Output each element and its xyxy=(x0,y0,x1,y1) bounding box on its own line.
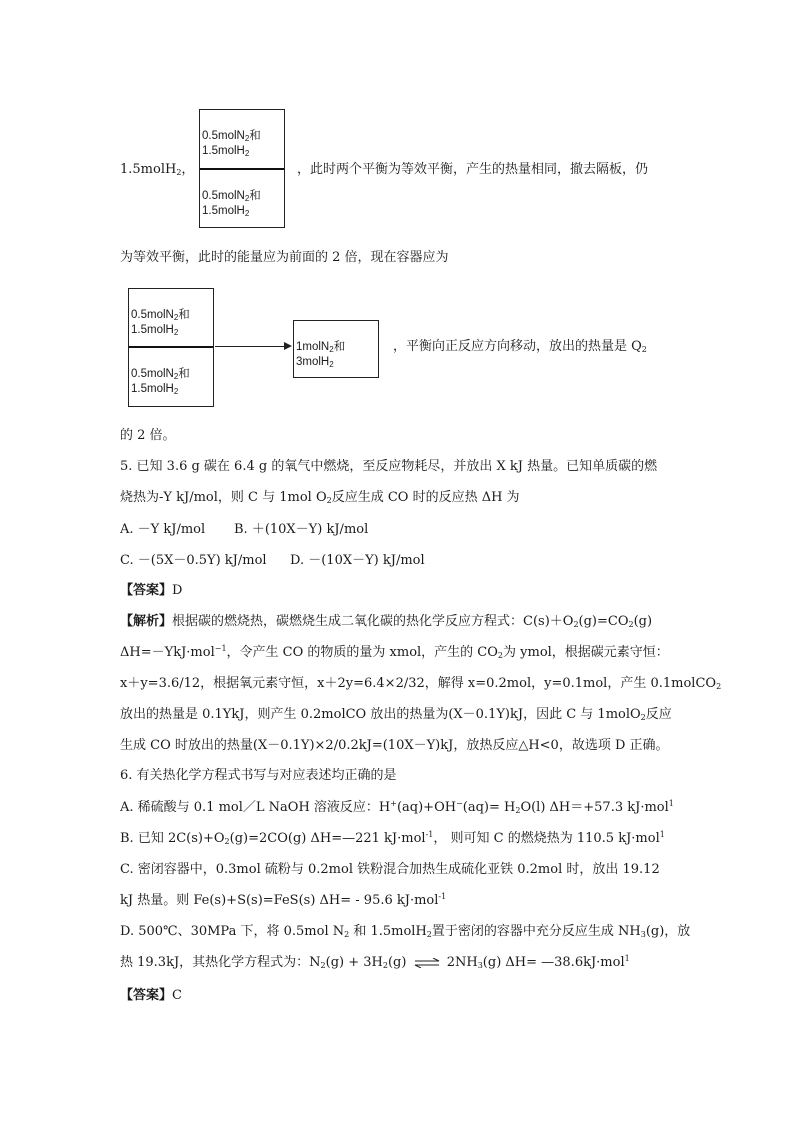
q5-option-b: B. ＋(10X－Y) kJ/mol xyxy=(234,522,369,537)
q5-stem-line2: 烧热为-Y kJ/mol，则 C 与 1mol $O_2$反应生成 CO 时的反应热 ΔH 为 xyxy=(120,490,520,505)
q6-option-c-line1: C. 密闭容器中，0.3mol 硫粉与 0.2mol 铁粉混合加热生成硫化亚铁 0.2mol 时，放出 19.12 xyxy=(120,862,660,877)
q6-option-c-line2: kJ 热量。则 Fe(s)+S(s)=FeS(s) ΔH= - 95.6 kJ·mol$^{-1}$ xyxy=(120,892,447,908)
equilibrium-arrow-icon xyxy=(414,958,440,968)
line-equivalent-equilibrium: 为等效平衡，此时的能量应为前面的 2 倍，现在容器应为 xyxy=(120,250,449,265)
merged-container xyxy=(293,320,379,378)
partitioned-container-1 xyxy=(199,109,285,228)
q5-stem-line1: 5. 已知 3.6 g 碳在 6.4 g 的氧气中燃烧，至反应物耗尽，并放出 X kJ 热量。已知单质碳的燃 xyxy=(120,459,658,474)
fragment-after-box3: ，平衡向正反应方向移动，放出的热量是 $Q_2$ xyxy=(393,339,647,354)
arrow-line xyxy=(215,346,285,347)
q6-answer: 【答案】C xyxy=(120,988,182,1003)
q5-answer: 【答案】D xyxy=(120,583,183,598)
q5-option-d: D. －(10X－Y) kJ/mol xyxy=(290,553,425,568)
q6-option-d-line2: 热 19.3kJ，其热化学方程式为：$N_2(g) + 3H_2(g)$ $2NH_3(g)$ ΔH= —38.6kJ·mol$^1$ xyxy=(120,954,630,970)
q5-option-a: A. －Y kJ/mol xyxy=(120,522,206,537)
q5-option-c: C. －(5X－0.5Y) kJ/mol xyxy=(120,553,267,568)
q6-option-a: A. 稀硫酸与 0.1 mol／L NaOH 溶液反应：$H^+(aq)+OH^-(aq)= H_2O(l)$ ΔH＝+57.3 kJ·mol$^1$ xyxy=(120,799,674,815)
partitioned-container-2 xyxy=(128,288,214,407)
q5-explanation-line2: ΔH=－YkJ·mol$^{-1}$，令产生 CO 的物质的量为 xmol，产生的 $CO_2$为 ymol，根据碳元素守恒： xyxy=(120,644,669,660)
line-double: 的 2 倍。 xyxy=(120,428,176,443)
fragment-lead: 1.5molH$_2$， xyxy=(120,162,195,177)
q6-stem: 6. 有关热化学方程式书写与对应表述均正确的是 xyxy=(120,768,397,783)
container-bottom-label: 0.5molN$_2$和 1.5molH$_2$ xyxy=(202,190,261,218)
fragment-after-box1: ，此时两个平衡为等效平衡，产生的热量相同，撤去隔板，仍 xyxy=(297,162,649,177)
q5-explanation-line5: 生成 CO 时放出的热量(X－0.1Y)×2/0.2kJ=(10X－Y)kJ，放热反应△H<0，故选项 D 正确。 xyxy=(120,738,669,753)
arrow-right-icon xyxy=(284,342,292,350)
partition-divider xyxy=(129,346,213,348)
q5-explanation-line1: 【解析】根据碳的燃烧热，碳燃烧生成二氧化碳的热化学反应方程式：$C(s)+O_2(g)=CO_2(g)$ xyxy=(120,614,653,629)
q6-option-d-line1: D. 500℃、30MPa 下，将 0.5mol $N_2$ 和 1.5molH$_2$置于密闭的容器中充分反应生成 $NH_3(g)$，放 xyxy=(120,924,691,939)
container-top-label: 0.5molN$_2$和 1.5molH$_2$ xyxy=(131,309,190,337)
partition-divider xyxy=(200,168,284,170)
container-bottom-label: 0.5molN$_2$和 1.5molH$_2$ xyxy=(131,368,190,396)
q6-option-b: B. 已知 $2C(s)+O_2(g)=2CO(g)$ ΔH=—221 kJ·mol$^{-1}$， 则可知 C 的燃烧热为 110.5 kJ·mol$^1$ xyxy=(120,830,665,846)
container-top-label: 0.5molN$_2$和 1.5molH$_2$ xyxy=(202,130,261,158)
merged-container-label: 1molN$_2$和 3molH$_2$ xyxy=(296,341,346,369)
q5-explanation-line4: 放出的热量是 0.1YkJ，则产生 0.2molCO 放出的热量为(X－0.1Y)kJ，因此 C 与 1molO$_2$反应 xyxy=(120,707,672,722)
q5-explanation-line3: x＋y=3.6/12，根据氧元素守恒，x＋2y=6.4×2/32，解得 x=0.2mol，y=0.1mol，产生 0.1molCO$_2$ xyxy=(120,676,722,691)
